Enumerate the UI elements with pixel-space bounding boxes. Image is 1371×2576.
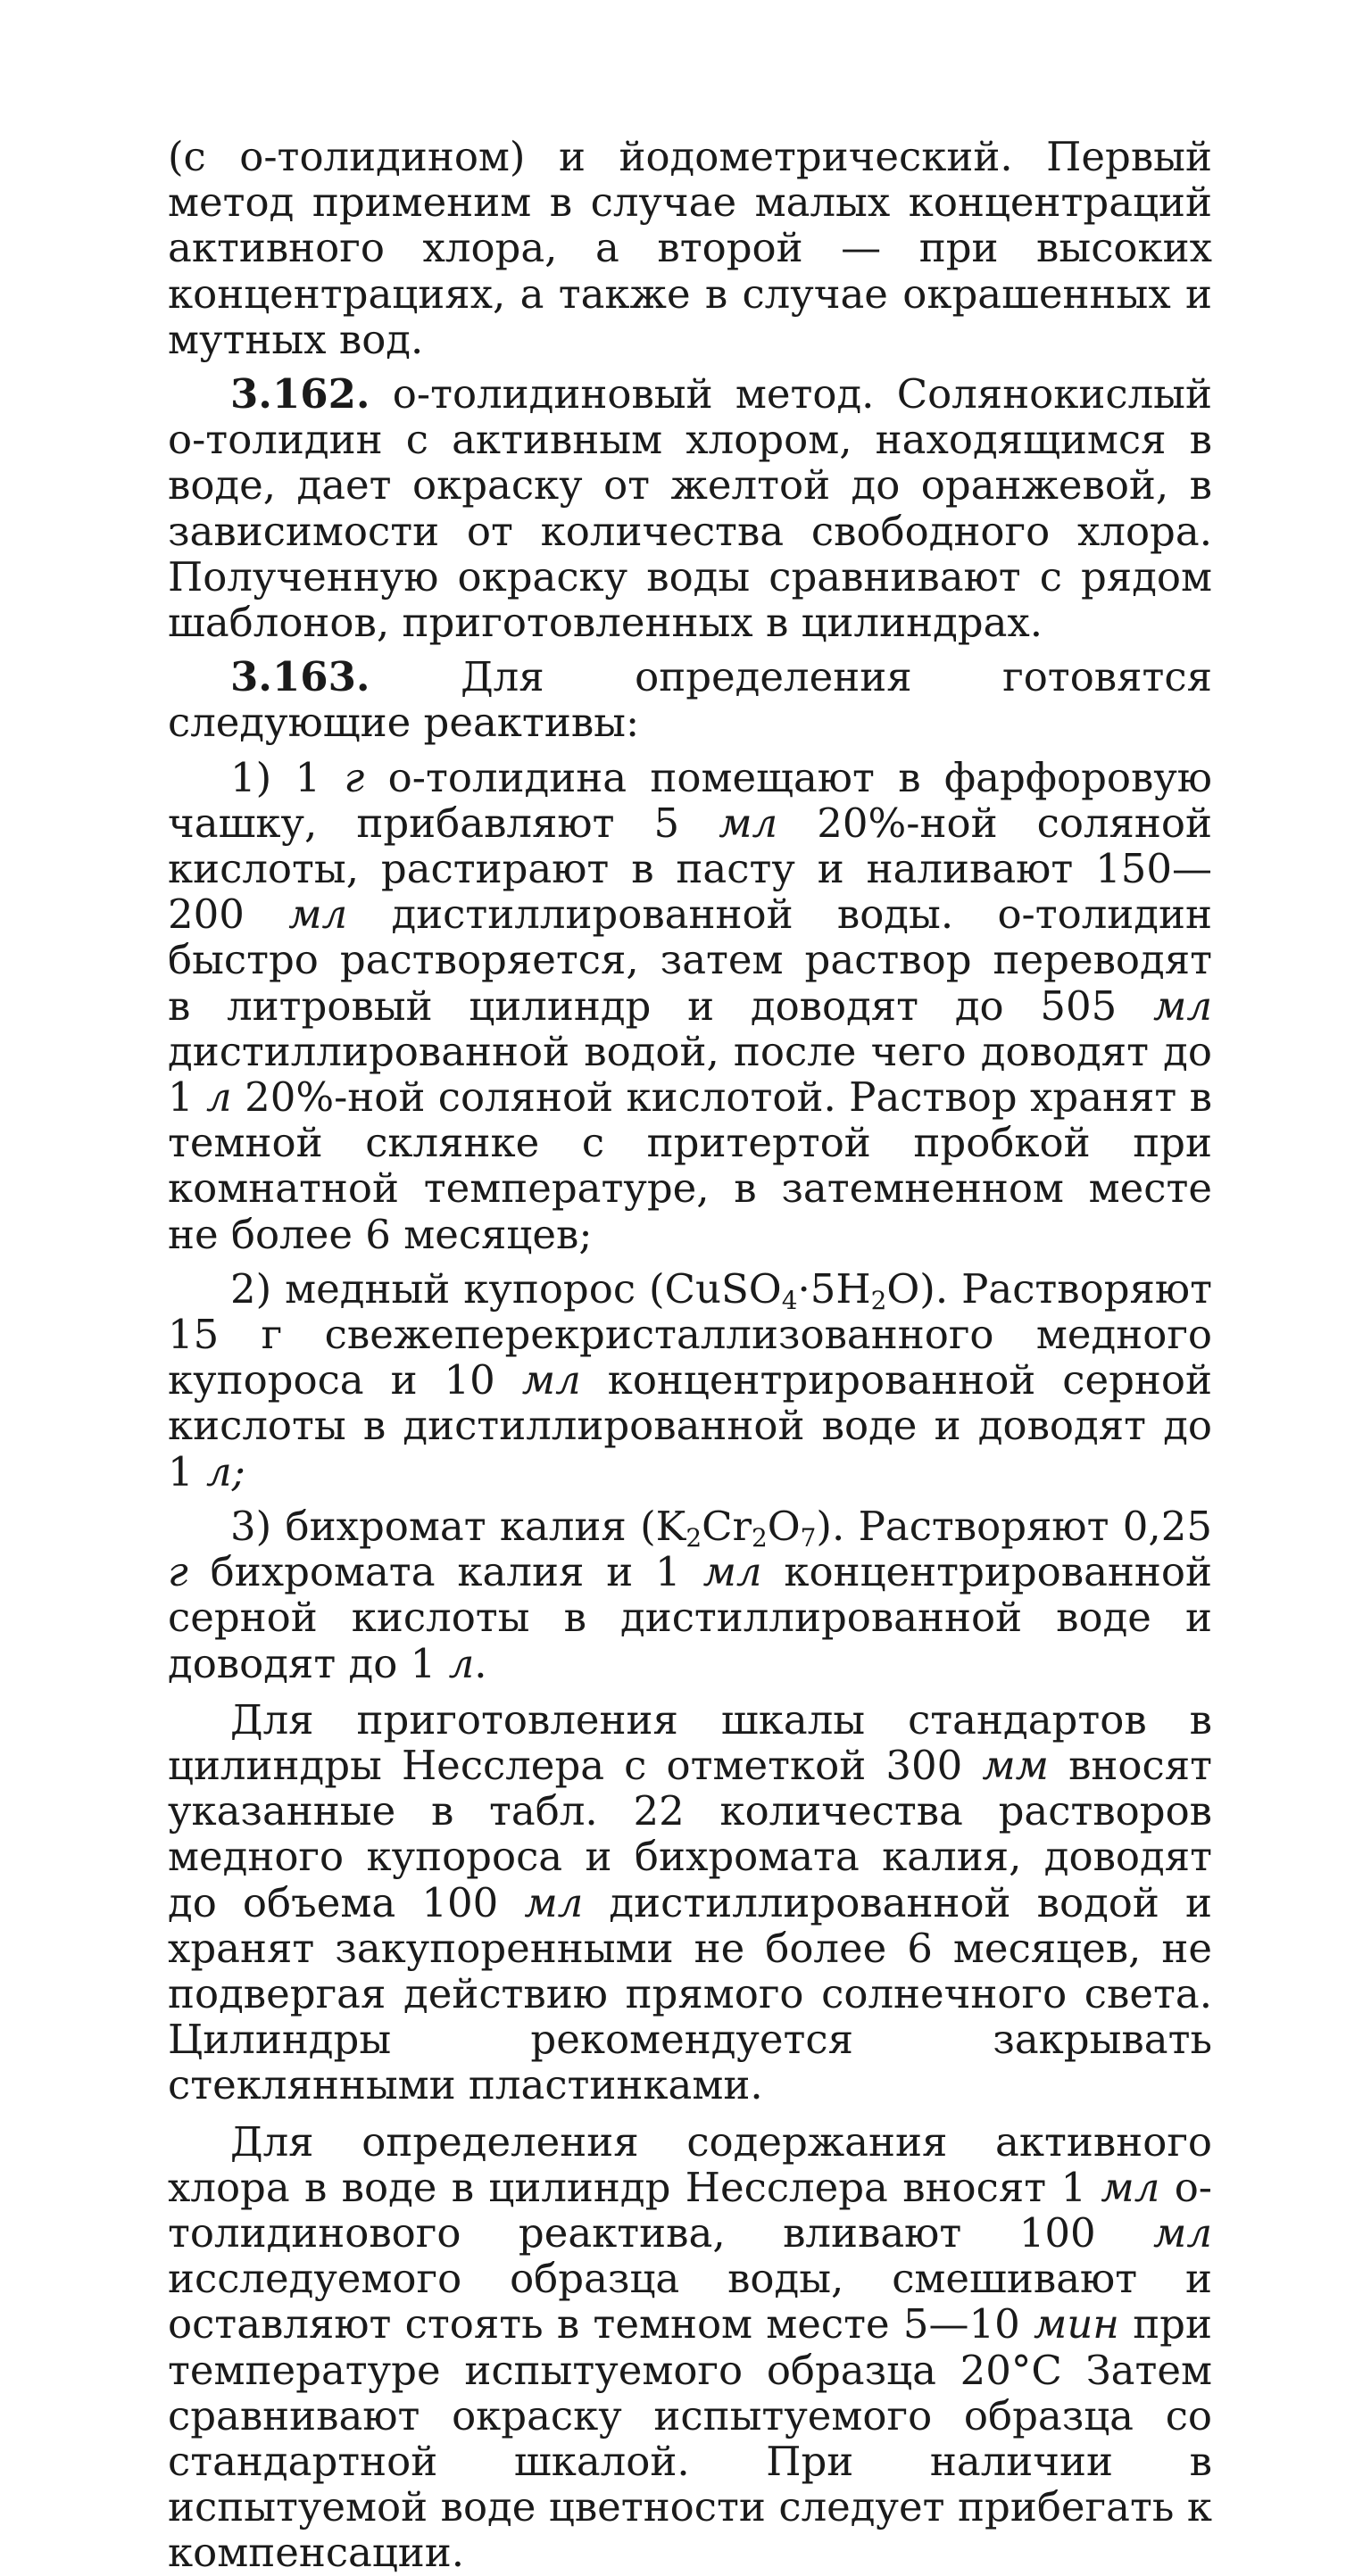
subscript: 7 (800, 1522, 817, 1553)
subscript: 2 (752, 1522, 768, 1553)
text-run: о-толидина помещают в фарфоровую чашку, прибавляют 5 (168, 753, 1212, 847)
text-run: концентрированной серной кислоты в дистиллированной воде и доводят до 1 (168, 1548, 1212, 1687)
reagent-item-1 (168, 755, 1212, 1257)
unit: мл (288, 890, 348, 939)
reagent-item-3 (168, 1503, 1212, 1686)
text-run: ). Растворяют 0,25 (816, 1502, 1212, 1550)
page-text (168, 134, 1212, 2576)
subscript: 4 (781, 1285, 798, 1315)
unit: г (168, 1548, 188, 1596)
text-run: . (474, 1639, 487, 1687)
section-text: о-толидиновый метод. Солянокислый о-толидин с активным хлором, находящимся в воде, дает окраску от желтой до оранжевой, в зависимости от количества свободного хлора. Полученную окраску воды сравнивают с рядом шаблонов, приготовленных в цилиндрах. (168, 370, 1212, 647)
section-number: 3.163. (230, 653, 370, 701)
text-run: O (767, 1502, 801, 1550)
reagent-item-2 (168, 1266, 1212, 1495)
section-3-163 (168, 654, 1212, 745)
subscript: 2 (870, 1285, 887, 1315)
unit: г (344, 753, 365, 801)
unit: мл (719, 799, 778, 847)
text-run: о-толидинового реактива, вливают 100 (168, 2163, 1212, 2257)
text-run: при температуре испытуемого образца 20°С Затем сравнивают окраску испытуемого образца со стандартной шкалой. При наличии в испытуемой воде цветности следует прибегать к компенсации. (168, 2300, 1212, 2576)
section-text: Для определения готовятся следующие реактивы: (168, 653, 1212, 747)
text-run: бихромата калия и 1 (187, 1548, 703, 1596)
text-run: вносят указанные в табл. 22 количества растворов медного купороса и бихромата калия, доводят до объема 100 (168, 1741, 1212, 1926)
text-run: 2) медный купорос (CuSO (230, 1264, 782, 1313)
unit: мл (1153, 982, 1212, 1030)
text-run: 20%-ной соляной кислоты, растирают в пасту и наливают 150—200 (168, 799, 1212, 939)
section-number: 3.162. (230, 370, 370, 418)
paragraph-intro (168, 134, 1212, 362)
unit: мин (1034, 2300, 1119, 2348)
unit: мл (524, 1878, 584, 1926)
text-run: 20%-ной соляной кислотой. Раствор хранят в темной склянке с притертой пробкой при комнатной температуре, в затемненном месте не более 6 месяцев; (168, 1073, 1213, 1258)
text-run: концентрированной серной кислоты в дистиллированной воде и доводят до 1 (168, 1356, 1212, 1495)
text-run: 1) 1 (230, 753, 345, 801)
unit: мл (1101, 2163, 1160, 2211)
unit: мл (702, 1548, 762, 1596)
text-run: Для приготовления шкалы стандартов в цилиндры Несслера с отметкой 300 (168, 1695, 1212, 1789)
text-run: дистиллированной водой и хранят закупоренными не более 6 месяцев, не подвергая действию прямого солнечного света. Цилиндры рекомендуется закрывать стеклянными пластинками. (168, 1878, 1212, 2109)
unit: л (448, 1639, 475, 1687)
text-run: O). Растворяют 15 г свежеперекристаллизованного медного купороса и 10 (168, 1264, 1212, 1404)
unit: л (206, 1073, 232, 1122)
text-run: Для определения содержания активного хлора в воде в цилиндр Несслера вносят 1 (168, 2117, 1212, 2211)
text-run: Cr (702, 1502, 752, 1550)
text-run: исследуемого образца воды, смешивают и оставляют стоять в темном месте 5—10 (168, 2255, 1212, 2348)
paragraph-scale-standards (168, 1697, 1212, 2108)
text-run: дистиллированной водой, после чего доводят до 1 (168, 1027, 1212, 1122)
text-run: дистиллированной воды. о-толидин быстро растворяется, затем раствор переводят в литровый цилиндр и доводят до 505 (168, 890, 1212, 1030)
section-3-162 (168, 371, 1212, 645)
text-run: 3) бихромат калия (K (230, 1502, 686, 1550)
unit: мм (982, 1741, 1049, 1789)
subscript: 2 (686, 1522, 702, 1553)
unit: мл (521, 1356, 581, 1404)
unit: л; (205, 1447, 245, 1495)
unit: мл (1153, 2208, 1212, 2257)
paragraph-intro-text: (с о-толидином) и йодометрический. Первый метод применим в случае малых концентраций активного хлора, а второй — при высоких концентрациях, а также в случае окрашенных и мутных вод. (168, 133, 1212, 363)
text-run: ·5H (797, 1264, 871, 1313)
paragraph-procedure (168, 2119, 1212, 2576)
